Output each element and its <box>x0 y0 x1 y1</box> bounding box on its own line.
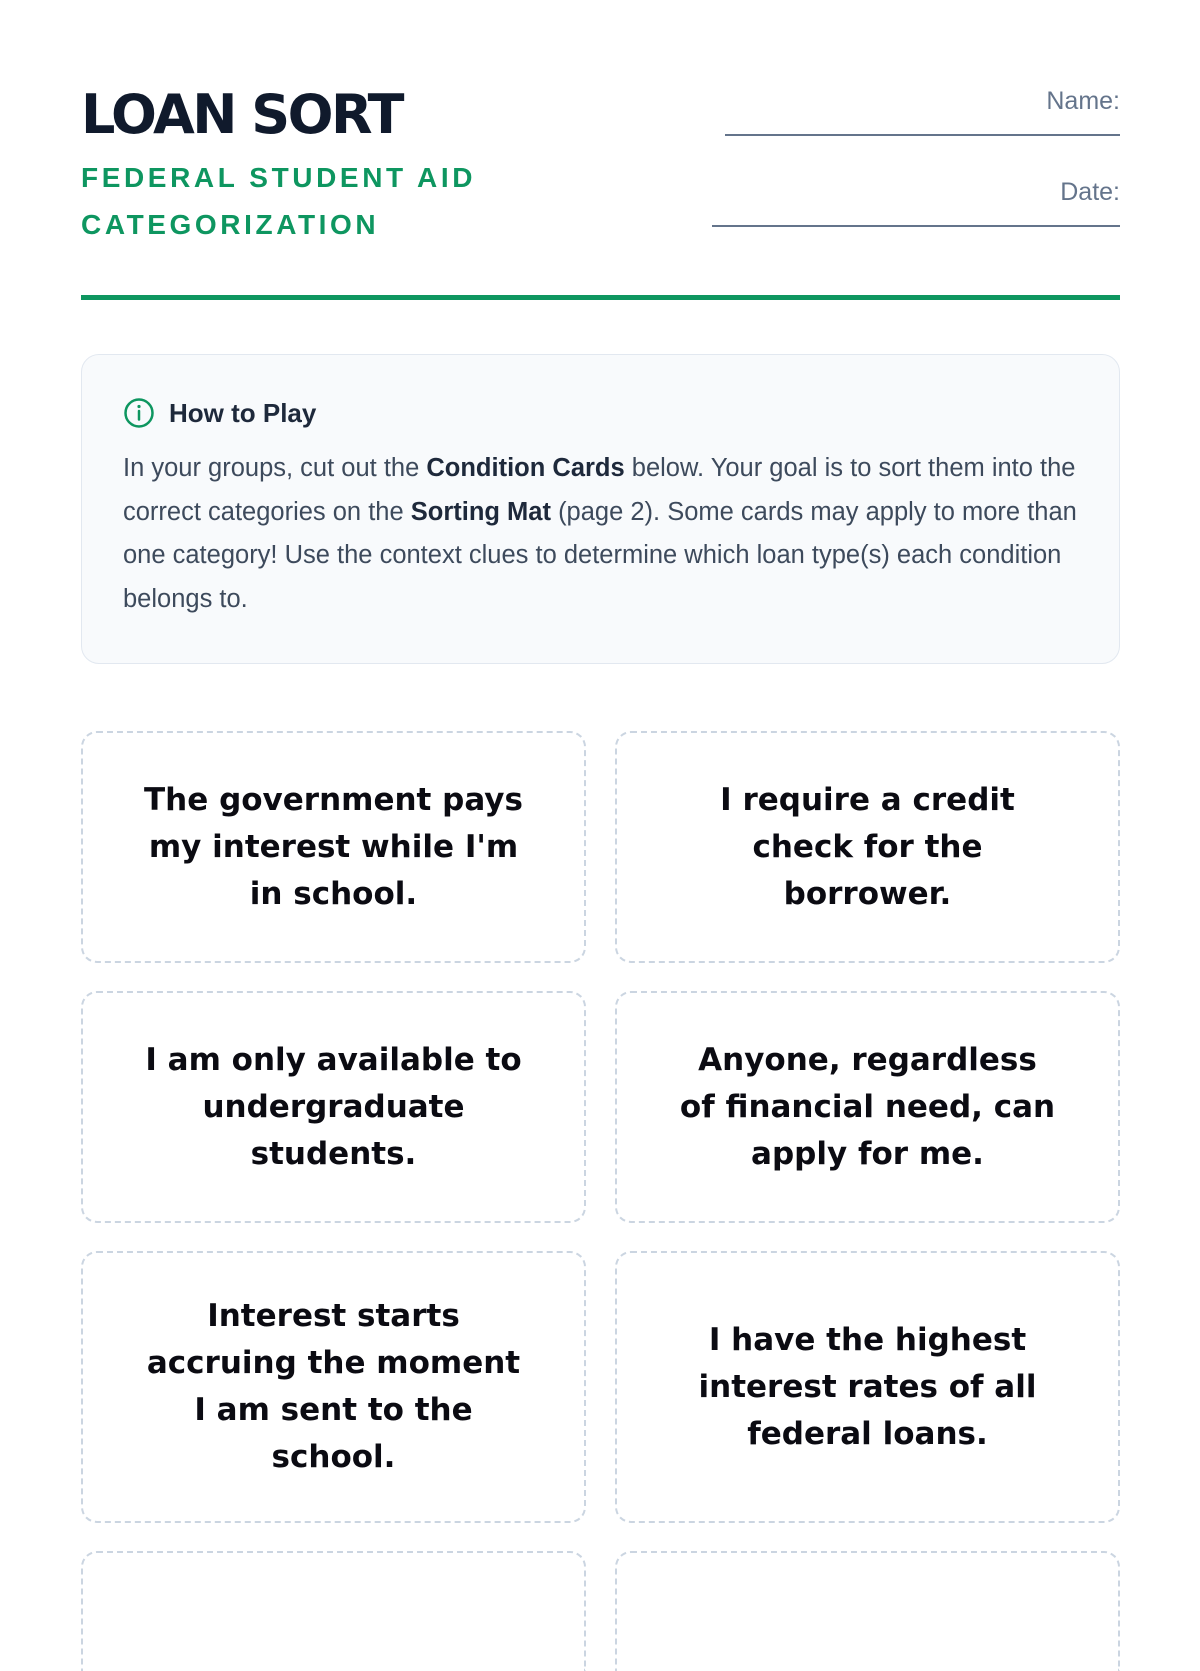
name-blank-line[interactable] <box>725 120 1120 136</box>
info-circle-icon <box>123 397 155 429</box>
condition-card[interactable]: Interest starts accruing the moment I am sent to the school. <box>81 1251 586 1523</box>
instructions-text-3: (page 2). Some cards may apply to more than one category! Use the context clues to determine which loan type(s) each condition belongs to. <box>123 497 1077 613</box>
student-info <box>712 82 1120 264</box>
condition-card[interactable]: The government pays my interest while I'm in school. <box>81 731 586 963</box>
how-to-play-header <box>123 393 1078 433</box>
condition-card[interactable]: I require a credit check for the borrower. <box>615 731 1120 963</box>
date-label: Date: <box>1060 178 1120 206</box>
name-row <box>712 82 1120 173</box>
name-label: Name: <box>1046 87 1120 115</box>
sorting-mat-term: Sorting Mat <box>410 497 551 526</box>
how-to-play-text <box>123 447 1078 621</box>
worksheet-header <box>81 0 1120 300</box>
how-to-play-title: How to Play <box>169 397 317 428</box>
page-title: LOAN SORT <box>81 83 403 146</box>
date-row <box>712 173 1120 264</box>
condition-card-partial[interactable] <box>81 1551 586 1671</box>
condition-card-partial[interactable] <box>615 1551 1120 1671</box>
date-blank-line[interactable] <box>712 211 1120 227</box>
condition-card[interactable]: I have the highest interest rates of all federal loans. <box>615 1251 1120 1523</box>
instructions-text-2: below. Your goal is to sort them into the correct categories on the <box>123 454 1076 526</box>
worksheet-page <box>81 0 1120 1475</box>
instructions-text-1: In your groups, cut out the <box>123 454 427 482</box>
page-subtitle: FEDERAL STUDENT AID CATEGORIZATION <box>81 162 477 240</box>
condition-cards-term: Condition Cards <box>426 454 625 482</box>
how-to-play-box <box>81 354 1120 664</box>
condition-card[interactable]: I am only available to undergraduate students. <box>81 991 586 1223</box>
condition-card[interactable]: Anyone, regardless of financial need, can apply for me. <box>615 991 1120 1223</box>
